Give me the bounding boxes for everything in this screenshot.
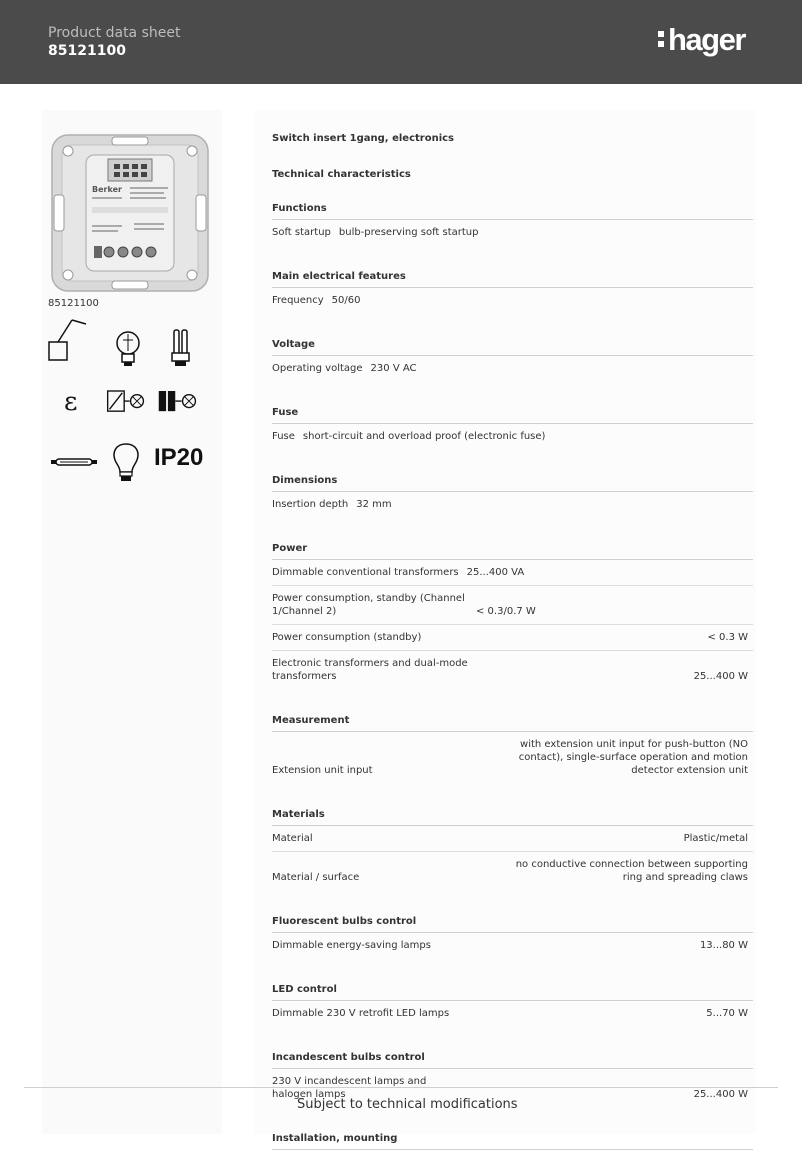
logo-dots bbox=[658, 29, 665, 51]
spec-row bbox=[272, 288, 753, 313]
spec-section bbox=[272, 715, 753, 783]
spec-row bbox=[272, 933, 753, 958]
spec-label: Electronic transformers and dual-mode transformers bbox=[272, 658, 468, 682]
section-heading: Functions bbox=[272, 203, 753, 220]
spec-value: 25...400 VA bbox=[466, 567, 525, 578]
spec-value: < 0.3 W bbox=[707, 632, 748, 643]
spec-value: 25...400 W bbox=[693, 671, 748, 682]
spec-value: 13...80 W bbox=[699, 940, 748, 951]
spec-row bbox=[272, 625, 753, 651]
section-heading: Materials bbox=[272, 809, 753, 826]
section-heading: Installation, mounting bbox=[272, 1133, 753, 1150]
page-header bbox=[0, 0, 802, 84]
spec-value: no conductive connection between supporting ring and spreading claws bbox=[515, 859, 748, 883]
spec-label: Fuse bbox=[272, 431, 295, 442]
electronic-transformer-icon bbox=[104, 380, 148, 424]
spec-section bbox=[272, 916, 753, 958]
spec-value: with extension unit input for push-button (NO contact), single-surface operation and motion detector extension unit bbox=[518, 739, 748, 776]
spec-section bbox=[272, 407, 753, 449]
spec-row bbox=[272, 492, 753, 517]
section-heading: LED control bbox=[272, 984, 753, 1001]
spec-label: Dimmable conventional transformers bbox=[272, 567, 459, 578]
spec-label: Material / surface bbox=[272, 872, 360, 883]
section-heading: Power bbox=[272, 543, 753, 560]
spec-value: 50/60 bbox=[331, 295, 361, 306]
conventional-transformer-icon bbox=[156, 380, 200, 424]
spec-label: Operating voltage bbox=[272, 363, 363, 374]
spec-section bbox=[272, 339, 753, 381]
logo-text: hager bbox=[668, 22, 745, 57]
product-title: Switch insert 1gang, electronics bbox=[272, 133, 455, 144]
spec-value: short-circuit and overload proof (electronic fuse) bbox=[302, 431, 546, 442]
spec-section bbox=[272, 809, 753, 890]
spec-value: bulb-preserving soft startup bbox=[338, 227, 479, 238]
spec-row bbox=[272, 826, 753, 852]
spec-row bbox=[272, 560, 753, 586]
incandescent-lamp-icon bbox=[106, 326, 150, 370]
spec-value: 230 V AC bbox=[370, 363, 417, 374]
spec-row bbox=[272, 356, 753, 381]
section-heading: Measurement bbox=[272, 715, 753, 732]
led-lamp-icon bbox=[104, 440, 148, 484]
spec-value: 32 mm bbox=[356, 499, 392, 510]
section-heading: Fuse bbox=[272, 407, 753, 424]
spec-section bbox=[272, 984, 753, 1026]
section-heading: Dimensions bbox=[272, 475, 753, 492]
spec-row bbox=[272, 651, 753, 689]
spec-row bbox=[272, 586, 753, 625]
spec-value: 5...70 W bbox=[706, 1008, 748, 1019]
product-image-caption: 85121100 bbox=[48, 298, 99, 309]
spec-value: < 0.3/0.7 W bbox=[476, 606, 536, 617]
halogen-tube-lamp-icon bbox=[50, 440, 98, 484]
spec-row bbox=[272, 1001, 753, 1026]
svg-text:ε: ε bbox=[64, 387, 78, 417]
spec-section bbox=[272, 543, 753, 689]
spec-section bbox=[272, 475, 753, 517]
spec-label: Insertion depth bbox=[272, 499, 349, 510]
technical-characteristics bbox=[272, 169, 753, 1150]
spec-section bbox=[272, 203, 753, 245]
spec-value: 25...400 W bbox=[693, 1089, 748, 1100]
spec-label: Dimmable 230 V retrofit LED lamps bbox=[272, 1008, 450, 1019]
spec-label: Soft startup bbox=[272, 227, 331, 238]
technical-heading: Technical characteristics bbox=[272, 169, 411, 180]
product-code-title: 85121100 bbox=[48, 43, 126, 59]
epsilon-symbol-icon bbox=[52, 380, 96, 424]
spec-row bbox=[272, 852, 753, 890]
product-image bbox=[48, 131, 212, 295]
spec-label: 230 V incandescent lamps and halogen lamps bbox=[272, 1076, 427, 1100]
energy-saving-lamp-icon bbox=[158, 326, 202, 370]
spec-section bbox=[272, 1133, 753, 1150]
spec-label: Power consumption, standby (Channel 1/Channel 2) bbox=[272, 593, 465, 617]
spec-label: Extension unit input bbox=[272, 765, 373, 776]
spec-label: Frequency bbox=[272, 295, 324, 306]
spec-row bbox=[272, 220, 753, 245]
section-heading: Incandescent bulbs control bbox=[272, 1052, 753, 1069]
spec-value: Plastic/metal bbox=[683, 833, 748, 844]
section-heading: Voltage bbox=[272, 339, 753, 356]
spec-sections bbox=[272, 203, 753, 1150]
section-heading: Main electrical features bbox=[272, 271, 753, 288]
footer-note: Subject to technical modifications bbox=[297, 1097, 518, 1112]
footer-divider bbox=[24, 1087, 778, 1088]
spec-row bbox=[272, 732, 753, 783]
switch-symbol-icon bbox=[46, 318, 90, 362]
image-brand-text: Berker bbox=[92, 185, 122, 194]
section-heading: Fluorescent bulbs control bbox=[272, 916, 753, 933]
spec-label: Dimmable energy-saving lamps bbox=[272, 940, 431, 951]
document-type-label: Product data sheet bbox=[48, 25, 181, 41]
spec-section bbox=[272, 271, 753, 313]
spec-row bbox=[272, 424, 753, 449]
spec-label: Power consumption (standby) bbox=[272, 632, 422, 643]
hager-logo bbox=[658, 22, 745, 58]
ip20-rating-icon: IP20 bbox=[154, 444, 204, 471]
spec-label: Material bbox=[272, 833, 313, 844]
